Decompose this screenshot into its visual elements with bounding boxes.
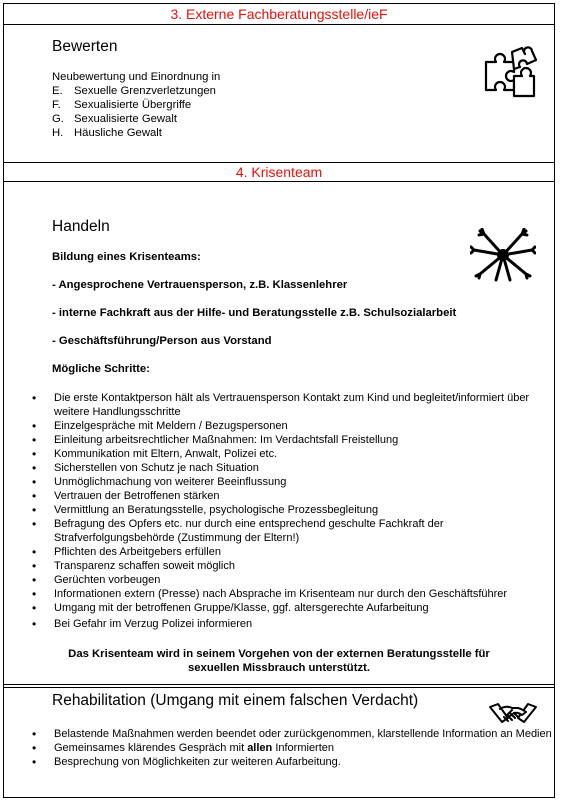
list-item: • Transparenz schaffen soweit möglich [20,559,552,573]
section-4-heading: Handeln [52,218,110,235]
list-item: • Gemeinsames klärendes Gespräch mit allen Informierten [20,741,552,755]
list-item: • Einzelgespräche mit Meldern / Bezugspersonen [20,419,552,433]
divider [3,687,555,688]
section-3-title: 3. Externe Fachberatungsstelle/ieF [170,6,388,22]
list-item: • Einleitung arbeitsrechtlicher Maßnahmen: Im Verdachtsfall Freistellung [20,433,552,447]
list-item: • Befragung des Opfers etc. nur durch eine entsprechend geschulte Fachkraft der Strafverfolgungsbehörde (Zustimmung der Eltern!) [20,517,552,545]
list-item: • Kommunikation mit Eltern, Anwalt, Polizei etc. [20,447,552,461]
team-heading: Bildung eines Krisenteams: [52,251,201,263]
category-item: H. Häusliche Gewalt [52,127,162,139]
list-item: • Belastende Maßnahmen werden beendet oder zurückgenommen, klarstellende Information an Medien [20,727,552,741]
list-item: • Informationen extern (Presse) nach Absprache im Krisenteam nur durch den Geschäftsführer [20,587,552,601]
divider [3,24,555,25]
list-item: • Die erste Kontaktperson hält als Vertrauensperson Kontakt zum Kind und begleitet/informiert über weitere Handlungsschritte [20,391,552,419]
rehab-heading: Rehabilitation (Umgang mit einem falschen Verdacht) [52,692,419,709]
category-item: F. Sexualisierte Übergriffe [52,99,192,111]
divider [3,684,555,685]
list-item: • Unmöglichmachung von weiterer Beeinflussung [20,475,552,489]
section-3-heading: Bewerten [52,38,118,55]
list-item: • Bei Gefahr im Verzug Polizei informieren [20,617,552,631]
category-list [52,84,216,140]
hands-together-icon [470,228,536,282]
section-4-title: 4. Krisenteam [235,164,323,180]
list-item: • Umgang mit der betroffenen Gruppe/Klasse, ggf. altersgerechte Aufarbeitung [20,601,552,615]
divider [3,181,555,182]
category-item: G. Sexualisierte Gewalt [52,113,177,125]
list-item: • Sicherstellen von Schutz je nach Situation [20,461,552,475]
team-member: - Geschäftsführung/Person aus Vorstand [52,335,272,347]
list-item: • Besprechung von Möglichkeiten zur weiteren Aufarbeitung. [20,755,552,769]
emphasis: allen [247,742,273,754]
steps-list [20,391,552,631]
support-note-line-1: Das Krisenteam wird in seinem Vorgehen von der externen Beratungsstelle für [68,648,490,660]
list-item: • Pflichten des Arbeitgebers erfüllen [20,545,552,559]
rehab-list [20,727,552,769]
steps-heading: Mögliche Schritte: [52,363,150,375]
category-item: E. Sexuelle Grenzverletzungen [52,85,216,97]
section-3-intro: Neubewertung und Einordnung in [52,71,221,83]
list-item: • Vertrauen der Betroffenen stärken [20,489,552,503]
team-member: - Angesprochene Vertrauensperson, z.B. Klassenlehrer [52,279,348,291]
list-item: • Vermittlung an Beratungsstelle, psychologische Prozessbegleitung [20,503,552,517]
puzzle-icon [480,46,538,102]
support-note-line-2: sexuellen Missbrauch unterstützt. [187,662,371,674]
handshake-icon [488,699,538,729]
list-item: • Gerüchten vorbeugen [20,573,552,587]
team-member: - interne Fachkraft aus der Hilfe- und Beratungsstelle z.B. Schulsozialarbeit [52,307,457,319]
